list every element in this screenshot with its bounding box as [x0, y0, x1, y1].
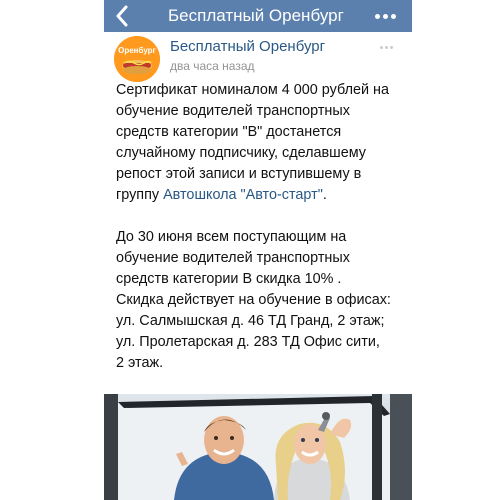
post-text-fragment: .: [322, 187, 327, 203]
paragraph-gap: [116, 206, 410, 227]
post-line: обучение водителей транспортных: [116, 103, 350, 119]
post-line: средств категории "В" достанется: [116, 124, 342, 140]
avatar-logo: [114, 36, 160, 82]
page-title: Бесплатный Оренбург: [168, 6, 344, 25]
post-line: ул. Салмышская д. 46 ТД Гранд, 2 этаж;: [116, 313, 385, 329]
chevron-left-icon: [115, 5, 129, 27]
paragraph-gap: [116, 374, 410, 395]
back-button[interactable]: [110, 2, 134, 30]
group-name-link[interactable]: Бесплатный Оренбург: [170, 38, 326, 55]
phone-screen: [104, 0, 412, 500]
post-line: Сертификат номиналом 4 000 рублей на: [116, 82, 389, 98]
post-line: средств категории В скидка 10% .: [116, 271, 342, 287]
post-line: Скидка действует на обучение в офисах:: [116, 292, 391, 308]
post-line: [116, 185, 410, 206]
driving-school-group-link[interactable]: Автошкола "Авто-старт": [163, 187, 323, 203]
post-line: До 30 июня всем поступающим на: [116, 229, 347, 245]
post-line: репост этой записи и вступившему в: [116, 166, 362, 182]
post-header: [104, 32, 412, 82]
post-text-fragment: группу: [116, 187, 164, 203]
post-body: [116, 80, 410, 416]
post-line: 2 этаж.: [116, 355, 164, 371]
top-navigation-bar: [104, 0, 412, 32]
post-photo[interactable]: [104, 394, 412, 500]
more-dots-icon: [379, 46, 394, 49]
post-line: обучение водителей транспортных: [116, 250, 350, 266]
post-options-button[interactable]: [376, 42, 396, 52]
car-photo-image: [104, 394, 412, 500]
post-timestamp: два часа назад: [170, 59, 255, 73]
post-line: ул. Пролетарская д. 283 ТД Офис сити,: [116, 334, 380, 350]
post-line: случайному подписчику, сделавшему: [116, 145, 366, 161]
more-dots-icon: [373, 14, 397, 19]
group-avatar[interactable]: [114, 36, 160, 82]
svg-text:Оренбург: Оренбург: [118, 46, 156, 55]
more-options-button[interactable]: [372, 6, 398, 26]
